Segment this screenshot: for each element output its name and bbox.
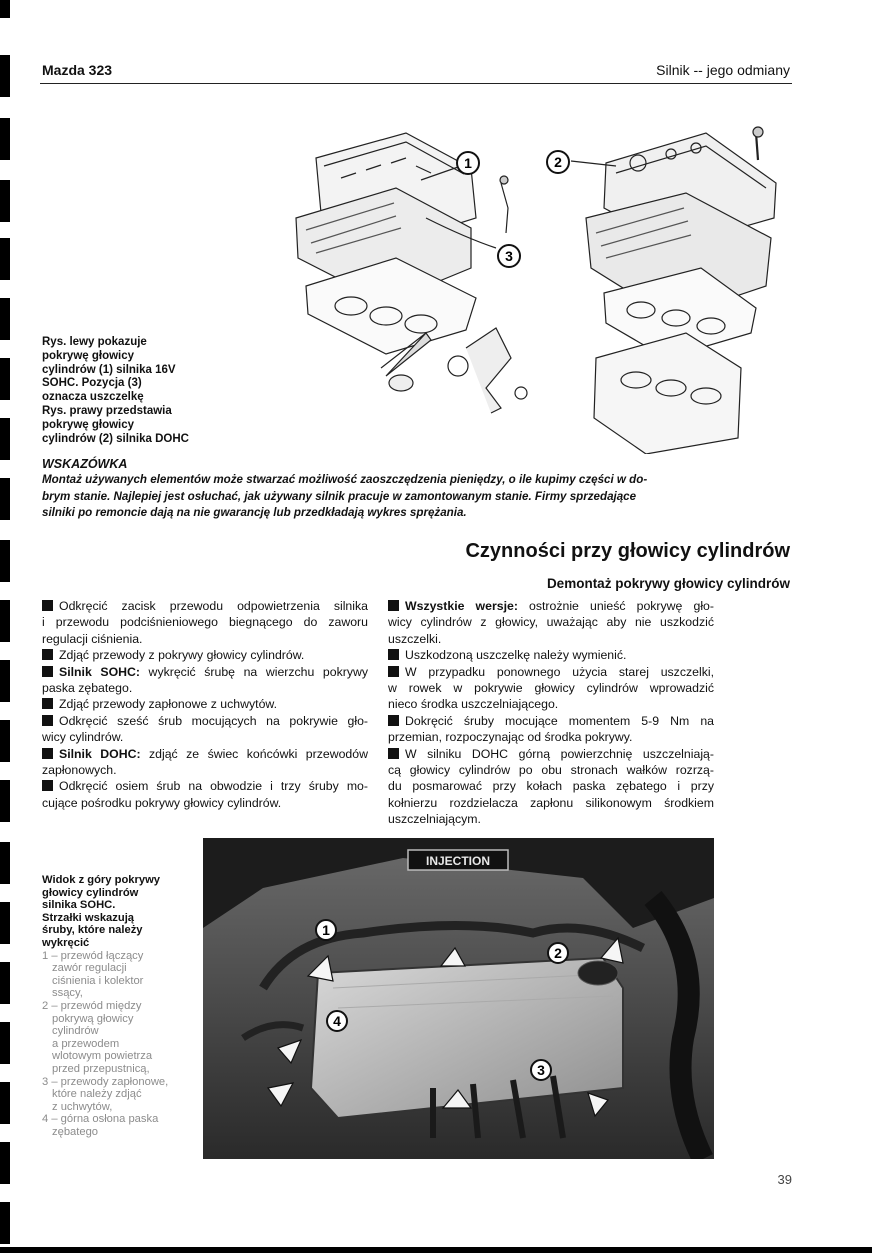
- instruction-text: wicy cylindrów z głowicy, uważając aby nie uszkodzić: [388, 615, 714, 630]
- caption-bold-line: głowicy cylindrów: [42, 886, 139, 899]
- binding-mark: [0, 1142, 10, 1184]
- binding-mark: [0, 780, 10, 822]
- instruction-text: du posmarować przy kołach paska zębatego i przy: [388, 779, 714, 794]
- hint-line: Montaż używanych elementów może stwarzać możliwość zaoszczędzenia pieniędzy, o ile kupimy części w do-: [42, 473, 648, 486]
- bullet-square-icon: [42, 715, 53, 726]
- bullet-square-icon: [388, 666, 399, 677]
- binding-mark: [0, 418, 10, 460]
- section-title: Czynności przy głowicy cylindrów: [465, 540, 790, 562]
- instruction-line: [42, 696, 368, 712]
- instruction-line: [388, 811, 714, 827]
- instruction-text: W przypadku ponownego użycia starej uszczelki,: [405, 664, 714, 679]
- instruction-text: regulacji ciśnienia.: [42, 631, 143, 646]
- legend-line: 3 – przewody zapłonowe,: [42, 1075, 169, 1088]
- binding-mark: [0, 660, 10, 702]
- binding-mark: [0, 478, 10, 520]
- legend-line: przed przepustnicą,: [52, 1062, 150, 1075]
- legend-line: 1 – przewód łączący: [42, 949, 144, 962]
- dohc-block-shape: [594, 333, 741, 454]
- bullet-square-icon: [388, 715, 399, 726]
- instruction-line: [42, 713, 368, 729]
- instruction-line: [42, 762, 368, 778]
- callout-2: 2: [554, 154, 562, 170]
- legend-line: zawór regulacji: [52, 962, 127, 975]
- photo-callout-2: 2: [554, 945, 562, 961]
- instruction-label: Silnik SOHC:: [59, 664, 140, 679]
- legend-line: które należy zdjąć: [52, 1088, 142, 1101]
- binding-mark: [0, 600, 10, 642]
- callout-1: 1: [464, 155, 472, 171]
- instruction-line: [388, 778, 714, 794]
- instruction-line: [388, 696, 714, 712]
- instruction-text: nieco środka uszczelniającego.: [388, 697, 559, 712]
- legend-line: pokrywą głowicy: [52, 1012, 134, 1025]
- page-number: 39: [777, 1172, 792, 1187]
- binding-mark: [0, 238, 10, 280]
- binding-mark: [0, 540, 10, 582]
- legend-line: a przewodem: [52, 1037, 120, 1050]
- instruction-line: [42, 631, 368, 647]
- injection-label: INJECTION: [425, 854, 491, 868]
- bullet-square-icon: [42, 698, 53, 709]
- instruction-text: Dokręcić śruby mocujące momentem 5-9 Nm na: [405, 713, 714, 728]
- instruction-text: zapłonowych.: [42, 763, 117, 778]
- binding-mark: [0, 118, 10, 160]
- binding-mark: [0, 1202, 10, 1244]
- instructions-left-column: [42, 598, 368, 811]
- header-title: Mazda 323: [42, 62, 113, 78]
- instruction-text: cą głowicy cylindrów po obu stronach wałków rozrzą-: [388, 763, 714, 778]
- instruction-text: wicy cylindrów.: [42, 730, 124, 745]
- bullet-square-icon: [42, 666, 53, 677]
- caption-bold-line: silnika SOHC.: [42, 899, 116, 912]
- binding-mark: [0, 902, 10, 944]
- instruction-line: [42, 778, 368, 794]
- legend-line: 4 – górna osłona paska: [42, 1113, 159, 1126]
- legend-line: wlotowym powietrza: [52, 1050, 153, 1063]
- binding-mark: [0, 55, 10, 97]
- hint-line: brym stanie. Najlepiej jest osłuchać, jak używany silnik pracuje w zamontowanym stanie. Firmy sprzedające: [42, 489, 637, 503]
- instruction-label: Silnik DOHC:: [59, 746, 141, 761]
- legend-line: 2 – przewód między: [42, 999, 142, 1012]
- instruction-line: [42, 680, 368, 696]
- instruction-line: [388, 647, 714, 663]
- legend-line: ssący,: [52, 987, 83, 1000]
- instruction-line: [388, 746, 714, 762]
- instruction-line: [388, 631, 714, 647]
- engine-photo: [203, 838, 714, 1159]
- binding-mark: [0, 1082, 10, 1124]
- legend-line: zębatego: [52, 1125, 99, 1138]
- binding-mark: [0, 180, 10, 222]
- photo-caption: [42, 874, 202, 1138]
- legend-line: z uchwytów,: [52, 1100, 113, 1113]
- callout-3: 3: [505, 248, 513, 264]
- instruction-text: kołnierzu rozdzielacza zapłonu silikonowym środkiem: [388, 795, 714, 810]
- instruction-text: i przewodu podciśnieniowego biegnącego do zaworu: [42, 615, 368, 630]
- hint-body: [42, 472, 742, 522]
- instruction-line: [388, 713, 714, 729]
- header-section: Silnik -- jego odmiany: [656, 62, 790, 78]
- caption-line: Rys. lewy pokazuje: [42, 336, 147, 348]
- section-subtitle: Demontaż pokrywy głowicy cylindrów: [546, 576, 790, 591]
- instruction-text: Uszkodzoną uszczelkę należy wymienić.: [405, 648, 627, 663]
- caption-line: cylindrów (1) silnika 16V: [42, 363, 176, 376]
- hint-title: WSKAZÓWKA: [42, 457, 128, 471]
- instruction-text: uszczelki.: [388, 631, 442, 646]
- caption-bold-line: Strzałki wskazują: [42, 911, 135, 924]
- binding-mark: [0, 358, 10, 400]
- header-rule: [40, 83, 792, 84]
- instruction-line: [388, 762, 714, 778]
- instruction-line: [42, 647, 368, 663]
- oil-filler-cap: [578, 961, 618, 985]
- instruction-line: [42, 746, 368, 762]
- bullet-square-icon: [42, 780, 53, 791]
- bullet-square-icon: [42, 649, 53, 660]
- legend-line: ciśnienia i kolektor: [52, 974, 144, 987]
- instruction-text: uszczelniającym.: [388, 812, 481, 827]
- instructions-right-column: [388, 598, 714, 828]
- bullet-square-icon: [388, 600, 399, 611]
- binding-mark: [0, 720, 10, 762]
- binding-mark: [0, 298, 10, 340]
- instruction-line: [388, 729, 714, 745]
- instruction-text: zdjąć ze świec końcówki przewodów: [140, 746, 368, 761]
- caption-line: SOHC. Pozycja (3): [42, 377, 142, 390]
- instruction-line: [388, 614, 714, 630]
- instruction-text: paska zębatego.: [42, 681, 133, 696]
- photo-callout-3: 3: [537, 1062, 545, 1078]
- instruction-line: [388, 664, 714, 680]
- instruction-text: cujące pośrodku pokrywy głowicy cylindrów.: [42, 795, 282, 810]
- instruction-label: Wszystkie wersje:: [405, 599, 518, 613]
- instruction-line: [42, 729, 368, 745]
- binding-mark: [0, 0, 10, 18]
- caption-line: cylindrów (2) silnika DOHC: [42, 432, 189, 445]
- bullet-square-icon: [42, 600, 53, 611]
- hint-line: silniki po remoncie dają na nie gwarancję lub przedkładają wykres sprężania.: [42, 506, 467, 519]
- instruction-text: Odkręcić osiem śrub na obwodzie i trzy śruby mo-: [59, 779, 368, 794]
- instruction-line: [42, 795, 368, 811]
- caption-line: Rys. prawy przedstawia: [42, 404, 172, 417]
- instruction-line: [42, 614, 368, 630]
- photo-callout-4: 4: [333, 1013, 341, 1029]
- bottom-edge: [0, 1247, 872, 1253]
- caption-bold-line: wykręcić: [42, 936, 90, 949]
- legend-line: cylindrów: [52, 1025, 99, 1038]
- bullet-square-icon: [388, 748, 399, 759]
- binding-mark: [0, 962, 10, 1004]
- instruction-text: Odkręcić zacisk przewodu odpowietrzenia silnika: [59, 599, 368, 613]
- instruction-line: [42, 598, 368, 614]
- instruction-line: [388, 598, 714, 614]
- caption-line: pokrywę głowicy: [42, 418, 135, 431]
- caption-bold-line: śruby, które należy: [42, 924, 143, 937]
- bullet-square-icon: [388, 649, 399, 660]
- instruction-line: [388, 795, 714, 811]
- instruction-text: ostrożnie unieść pokrywę gło-: [517, 599, 714, 613]
- instruction-text: przemian, rozpoczynając od środka pokrywy.: [388, 730, 633, 745]
- cylinder-head-cover-illustration: [286, 118, 786, 454]
- bullet-square-icon: [42, 748, 53, 759]
- instruction-line: [388, 680, 714, 696]
- caption-bold-line: Widok z góry pokrywy: [42, 874, 161, 886]
- instruction-line: [42, 664, 368, 680]
- instruction-text: W silniku DOHC górną powierzchnię uszczelniają-: [405, 746, 714, 761]
- binding-mark: [0, 1022, 10, 1064]
- caption-line: oznacza uszczelkę: [42, 391, 144, 404]
- caption-line: pokrywę głowicy: [42, 349, 135, 362]
- instruction-text: Zdjąć przewody zapłonowe z uchwytów.: [59, 697, 278, 712]
- photo-callout-1: 1: [322, 922, 330, 938]
- instruction-text: wykręcić śrubę na wierzchu pokrywy: [140, 664, 369, 679]
- binding-mark: [0, 842, 10, 884]
- instruction-text: Zdjąć przewody z pokrywy głowicy cylindrów.: [59, 648, 305, 663]
- figure-caption: [42, 336, 217, 446]
- instruction-text: Odkręcić sześć śrub mocujących na pokrywie gło-: [59, 713, 368, 728]
- instruction-text: w rowek w pokrywie głowicy cylindrów wprowadzić: [388, 681, 714, 696]
